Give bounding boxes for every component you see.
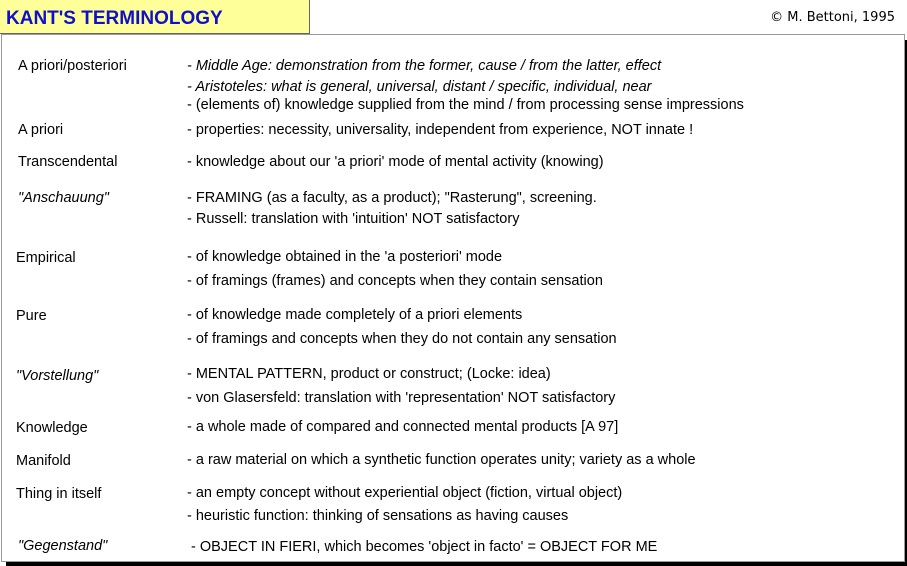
definition-line: - (elements of) knowledge supplied from the mind / from processing sense impressions bbox=[187, 97, 744, 113]
term-pure: Pure bbox=[16, 308, 47, 324]
term-anschauung: "Anschauung" bbox=[18, 190, 109, 206]
definition-line: - knowledge about our 'a priori' mode of mental activity (knowing) bbox=[187, 154, 604, 170]
definition-line: - of framings and concepts when they do not contain any sensation bbox=[187, 331, 617, 347]
definition-line: - Aristoteles: what is general, universal, distant / specific, individual, near bbox=[187, 79, 652, 95]
term-vorstellung: "Vorstellung" bbox=[16, 368, 99, 384]
definition-line: - of knowledge obtained in the 'a posteriori' mode bbox=[187, 249, 503, 265]
copyright-notice: © M. Bettoni, 1995 bbox=[770, 10, 895, 25]
frame-shadow-bottom bbox=[6, 562, 907, 566]
term-thing-in-itself: Thing in itself bbox=[16, 486, 102, 502]
term-a-priori: A priori bbox=[18, 122, 64, 138]
definition-line: - of knowledge made completely of a priori elements bbox=[187, 307, 523, 323]
term-knowledge: Knowledge bbox=[16, 420, 88, 436]
definition-line: - Middle Age: demonstration from the former, cause / from the latter, effect bbox=[187, 58, 662, 74]
term-empirical: Empirical bbox=[16, 250, 76, 266]
definition-line: - MENTAL PATTERN, product or construct; (Locke: idea) bbox=[187, 366, 551, 382]
title-box bbox=[0, 0, 310, 34]
definition-line: - OBJECT IN FIERI, which becomes 'object in facto' = OBJECT FOR ME bbox=[191, 539, 658, 555]
page-title: KANT'S TERMINOLOGY bbox=[6, 8, 223, 29]
definition-line: - von Glasersfeld: translation with 'representation' NOT satisfactory bbox=[187, 390, 616, 406]
definition-line: - an empty concept without experiential object (fiction, virtual object) bbox=[187, 485, 623, 501]
term-manifold: Manifold bbox=[16, 453, 71, 469]
definition-line: - FRAMING (as a faculty, as a product); "Rasterung", screening. bbox=[187, 190, 597, 206]
definition-line: - heuristic function: thinking of sensations as having causes bbox=[187, 508, 569, 524]
definition-line: - a whole made of compared and connected mental products [A 97] bbox=[187, 419, 619, 435]
definition-line: - of framings (frames) and concepts when they contain sensation bbox=[187, 273, 603, 289]
content-frame bbox=[1, 34, 905, 562]
definition-line: - properties: necessity, universality, independent from experience, NOT innate ! bbox=[187, 122, 694, 138]
term-gegenstand: "Gegenstand" bbox=[18, 538, 108, 554]
term-a-priori-posteriori: A priori/posteriori bbox=[18, 58, 127, 74]
definition-line: - a raw material on which a synthetic function operates unity; variety as a whole bbox=[187, 452, 696, 468]
definition-line: - Russell: translation with 'intuition' NOT satisfactory bbox=[187, 211, 520, 227]
term-transcendental: Transcendental bbox=[18, 154, 118, 170]
